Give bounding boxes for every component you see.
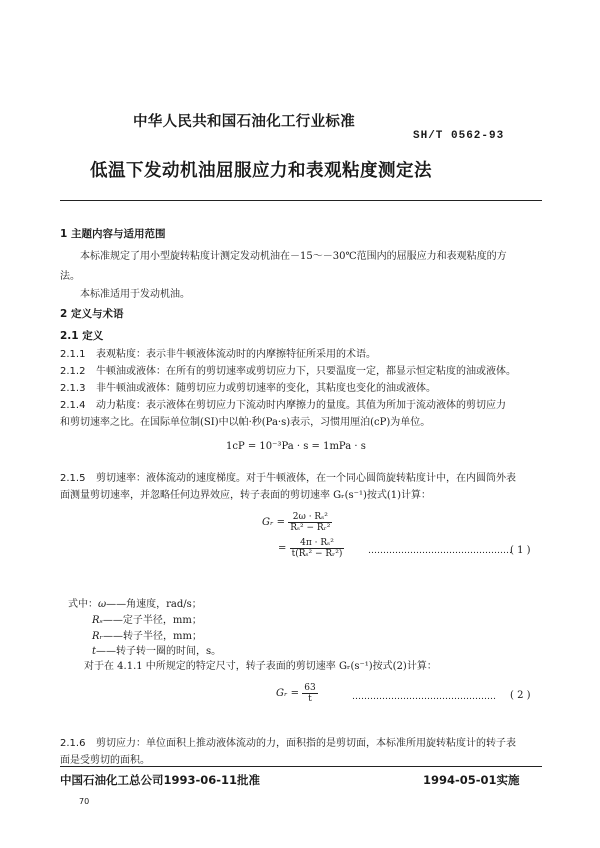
section-2-heading: 2 定义与术语	[60, 308, 124, 320]
formula-1-line-2: = $\frac{\text{4π · Rₛ²}}{\text{t(Rₛ² − Rᵣ²)}}$	[278, 538, 343, 559]
header-divider	[60, 200, 542, 201]
formula-2-lhs: Gᵣ =	[276, 688, 300, 699]
standard-code: SH/T 0562-93	[413, 130, 505, 142]
where-var-rs: Rₛ——定子半径，mm；	[92, 615, 202, 626]
clause-4-1-1-reference: 对于在 4.1.1 中所规定的特定尺寸，转子表面的剪切速率 Gᵣ(s⁻¹)按式(2)计算：	[84, 661, 437, 672]
formula-cp-conversion: 1cP = 10⁻³Pa · s = 1mPa · s	[226, 441, 366, 452]
clause-number: 2.1.4	[60, 400, 86, 411]
formula-2-fraction: $\frac{63}{t}$	[304, 683, 316, 704]
clause-number: 2.1.6	[60, 738, 86, 749]
clause-2-1-3	[60, 379, 436, 394]
where-var-rr: Rᵣ——转子半径，mm；	[92, 631, 202, 642]
page-number: 70	[79, 797, 90, 806]
clause-2-1-5-cont: 面测量剪切速率，并忽略任何边界效应，转子表面的剪切速率 Gᵣ(s⁻¹)按式(1)计算：	[60, 490, 432, 501]
clause-number: 2.1.3	[60, 383, 86, 394]
clause-number: 2.1.1	[60, 349, 86, 360]
clause-text: 剪切速率：液体流动的速度梯度。对于牛顿液体，在一个同心圆筒旋转粘度计中，在内圆筒外表	[96, 473, 516, 484]
clause-2-1-5	[60, 469, 516, 484]
clause-text: 牛顿油或液体：在所有的剪切速率或剪切应力下，只要温度一定，都显示恒定粘度的油或液体。	[96, 366, 516, 377]
footer-divider	[60, 766, 542, 767]
formula-1-leader-dots: …………………………………………	[368, 546, 512, 556]
where-var-t: t——转子转一圈的时间，s。	[92, 646, 222, 657]
approval-line: 中国石油化工总公司1993-06-11批准	[60, 773, 261, 787]
clause-number: 2.1.2	[60, 366, 86, 377]
clause-2-1-6	[60, 734, 516, 749]
where-var-omega: 式中：ω——角速度，rad/s；	[68, 599, 202, 610]
document-title: 低温下发动机油屈服应力和表观粘度测定法	[90, 161, 432, 181]
section-1-para-1-cont: 法。	[60, 271, 80, 282]
formula-1-label: ( 1 )	[510, 545, 531, 556]
clause-text: 表观粘度：表示非牛顿液体流动时的内摩擦特征所采用的术语。	[96, 349, 376, 360]
formula-1-fraction-1: $\frac{\text{2ω · Rₛ²}}{\text{Rₛ² − Rᵣ²}}$	[290, 512, 331, 533]
clause-text: 剪切应力：单位面积上推动液体流动的力，面积指的是剪切面，本标准所用旋转粘度计的转子表	[96, 738, 516, 749]
clause-2-1-2	[60, 362, 516, 377]
formula-1-line-1	[262, 512, 332, 533]
section-1-para-2: 本标准适用于发动机油。	[80, 289, 190, 300]
formula-2-leader-dots: …………………………………………	[352, 692, 496, 702]
effective-date: 1994-05-01实施	[423, 773, 520, 787]
clause-2-1-1	[60, 345, 376, 360]
clause-text: 动力粘度：表示液体在剪切应力下流动时内摩擦力的量度。其值为所加于流动液体的剪切应力	[96, 400, 506, 411]
formula-2-label: ( 2 )	[510, 690, 531, 701]
clause-2-1-4	[60, 396, 506, 411]
clause-2-1-4-cont: 和剪切速率之比。在国际单位制(SI)中以帕·秒(Pa·s)表示，习惯用厘泊(cP)为单位。	[60, 417, 431, 428]
formula-2	[276, 683, 318, 704]
formula-1-lhs: Gᵣ =	[262, 517, 286, 528]
issuing-organization: 中华人民共和国石油化工行业标准	[133, 114, 355, 130]
formula-1-fraction-2: $\frac{\text{4π · Rₛ²}}{\text{t(Rₛ² − Rᵣ²)}}$	[291, 538, 343, 559]
clause-2-1-6-cont: 面是受剪切的面积。	[60, 755, 150, 766]
clause-text: 非牛顿油或液体：随剪切应力或剪切速率的变化，其粘度也变化的油或液体。	[96, 383, 436, 394]
section-2-1-heading: 2.1 定义	[60, 330, 104, 342]
section-1-heading: 1 主题内容与适用范围	[60, 228, 166, 240]
clause-number: 2.1.5	[60, 473, 86, 484]
section-1-para-1: 本标准规定了用小型旋转粘度计测定发动机油在－15～－30℃范围内的屈服应力和表观粘度的方	[80, 251, 507, 262]
